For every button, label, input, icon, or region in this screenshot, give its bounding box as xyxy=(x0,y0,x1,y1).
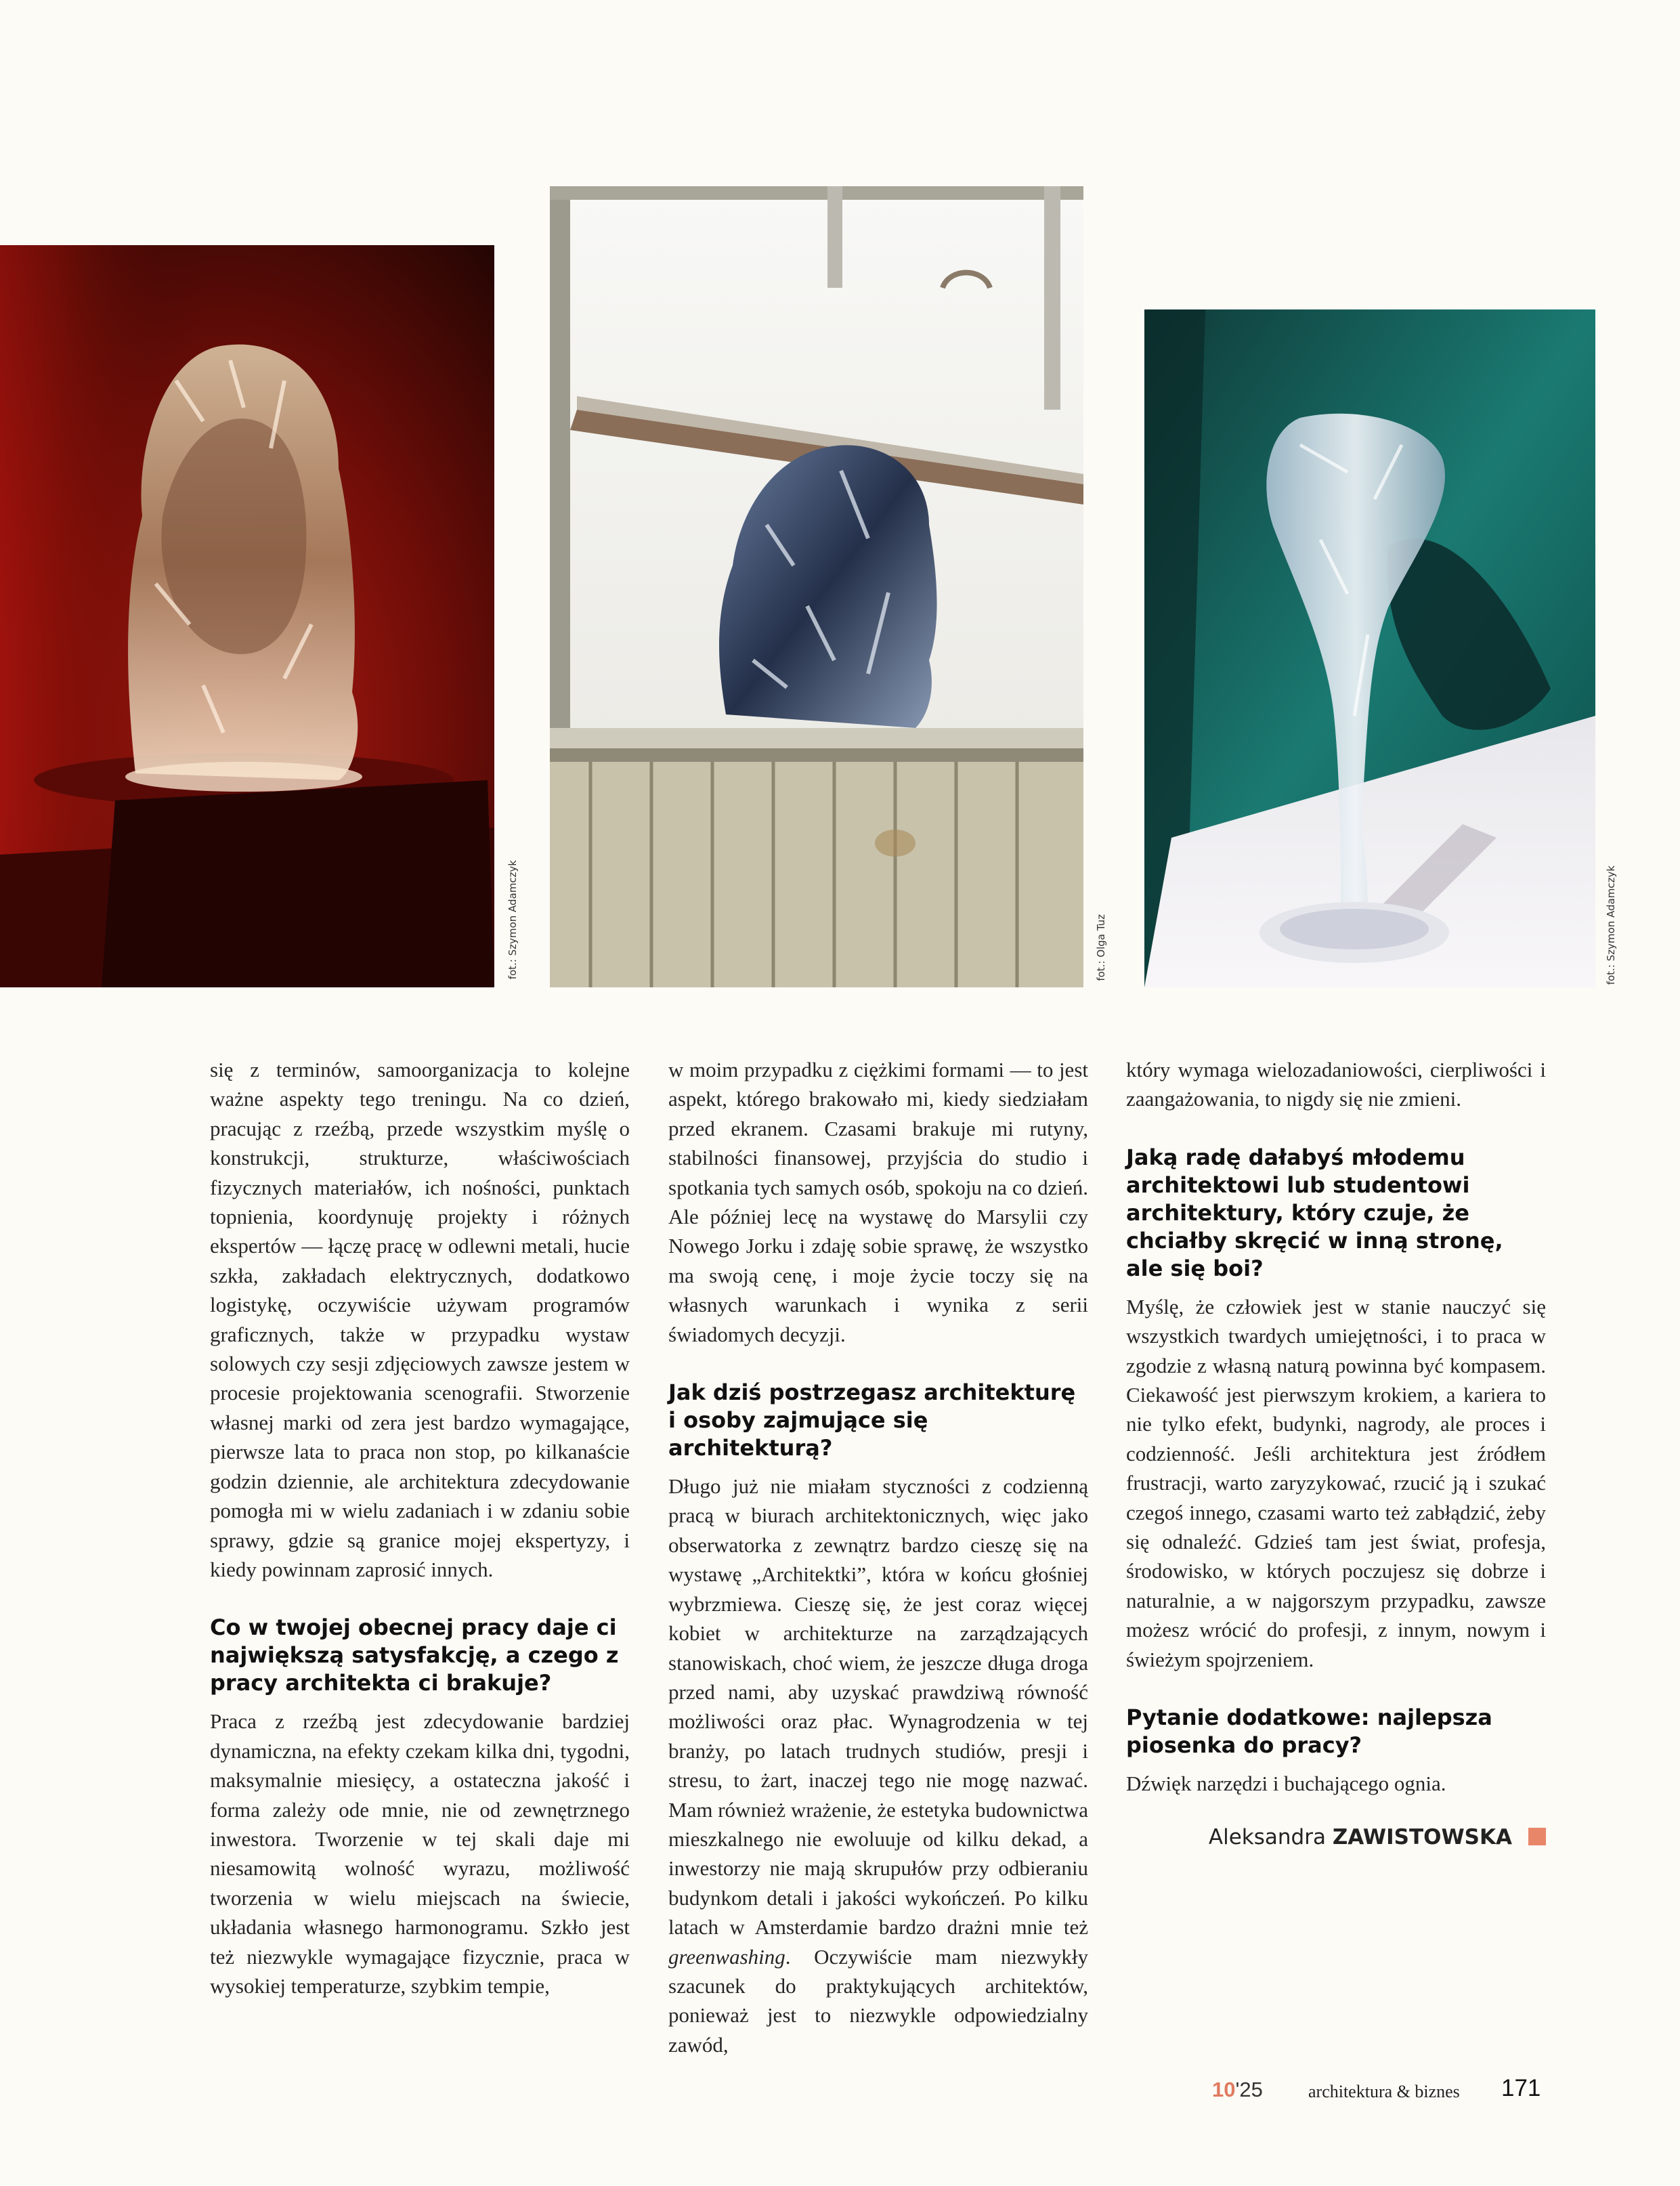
body-paragraph: Myślę, że człowiek jest w stanie nauczyć się wszystkich twardych umiejętności, i to praca w zgodzie z własną naturą powinna być kompasem. Ciekawość jest pierwszym krokiem, a kariera to nie tylko efekt, budynki, nagrody, ale proces i codzienność. Jeśli architektura jest źródłem frustracji, warto zaryzykować, rzucić ją i szukać czegoś innego, czasami warto też zabłądzić, żeby się odnaleźć. Gdzieś tam jest świat, profesja, środowisko, w których poczujesz się dobrze i naturalnie, a w najgorszym przypadku, zawsze możesz wrócić do profesji, z innym, nowym i świeżym spojrzeniem. xyxy=(1126,1294,1546,1671)
issue-number xyxy=(1212,2078,1263,2102)
author-first-name: Aleksandra xyxy=(1208,1824,1333,1849)
body-paragraph: który wymaga wielozadaniowości, cierpliwości i zaangażowania, to nigdy się nie zmieni. xyxy=(1126,1058,1546,1111)
interview-question: Jak dziś postrzegasz architekturę i osoby zajmujące się architekturą? xyxy=(668,1379,1076,1461)
photo-glass-vase-teal xyxy=(1144,309,1595,987)
body-text: . Oczywiście mam niezwykły szacunek do praktykujących architektów, ponieważ jest to niezwykle odpowiedzialny zawód, xyxy=(668,1944,1088,2057)
article-column-2 xyxy=(668,1055,1088,2059)
magazine-name: architektura & biznes xyxy=(1308,2082,1460,2101)
body-paragraph: się z terminów, samoorganizacja to kolejne ważne aspekty tego treningu. Na co dzień, pracując z rzeźbą, przede wszystkim myślę o konstrukcji, strukturze, właściwościach fizycznych materiałów, ich nośności, punktach topnienia, koordynuję projekty i różnych ekspertów — łączę pracę w odlewni metali, hucie szkła, zakładach elektrycznych, dodatkowo logistykę, oczywiście używam programów graficznych, także w przypadku wystaw solowych czy sesji zdjęciowych zawsze jestem w procesie projektowania scenografii. Stworzenie własnej marki od zera jest bardzo wymagające, pierwsze lata to praca non stop, po kilkanaście godzin dziennie, ale architektura zdecydowanie pomogła mi w wielu zadaniach i w zdaniu sobie sprawy, gdzie są granice mojej ekspertyzy, i kiedy powinnam zaprosić innych. xyxy=(210,1058,630,1581)
issue-month: 10 xyxy=(1212,2078,1236,2101)
article-column-1 xyxy=(210,1055,630,2000)
photo-glass-head-window xyxy=(550,186,1083,987)
article-column-3 xyxy=(1126,1055,1546,1852)
interview-question: Jaką radę dałabyś młodemu architektowi lub studentowi architektury, który czuje, że chciałby skręcić w inną stronę, ale się boi? xyxy=(1126,1144,1503,1281)
italic-term: greenwashing xyxy=(668,1944,785,1969)
photo-credit: fot.: Szymon Adamczyk xyxy=(507,860,519,980)
body-paragraph: w moim przypadku z ciężkimi formami — to jest aspekt, którego brakowało mi, kiedy siedziałam przed ekranem. Czasami brakuje mi rutyny, stabilności finansowej, przyjścia do studio i spotkania tych samych osób, spokoju na co dzień. Ale później lecę na wystawę do Marsylii czy Nowego Jorku i zdaję sobie sprawę, że wszystko ma swoją cenę, i moje życie toczy się na własnych warunkach i wynika z serii świadomych decyzji. xyxy=(668,1058,1088,1346)
body-paragraph: Dźwięk narzędzi i buchającego ognia. xyxy=(1126,1772,1446,1796)
author-last-name: ZAWISTOWSKA xyxy=(1332,1824,1512,1849)
interview-question: Pytanie dodatkowe: najlepsza piosenka do pracy? xyxy=(1126,1705,1492,1759)
photo-credit: fot.: Olga Tuz xyxy=(1095,914,1107,981)
interview-question: Co w twojej obecnej pracy daje ci największą satysfakcję, a czego z pracy architekta ci brakuje? xyxy=(210,1614,619,1696)
issue-year: '25 xyxy=(1235,2078,1263,2101)
author-signature xyxy=(1126,1823,1546,1852)
body-paragraph xyxy=(668,1472,1088,2059)
photo-glass-sculpture-red xyxy=(0,245,494,987)
page-number: 171 xyxy=(1501,2075,1541,2101)
photo-credit: fot.: Szymon Adamczyk xyxy=(1605,865,1617,985)
body-paragraph: Praca z rzeźbą jest zdecydowanie bardziej dynamiczna, na efekty czekam kilka dni, tygodni, maksymalnie miesięcy, a ostateczna jakość i forma zależy ode mnie, nie od zewnętrznego inwestora. Tworzenie w tej skali daje mi niesamowitą wolność wyrazu, możliwość tworzenia w wielu miejscach na świecie, układania własnego harmonogramu. Szkło jest też niezwykle wymagające fizycznie, praca w wysokiej temperaturze, szybkim tempie, xyxy=(210,1709,630,1998)
body-text: Długo już nie miałam styczności z codzienną pracą w biurach architektonicznych, więc jako obserwatorka z zewnątrz bardzo cieszę się na wystawę „Architektki”, która w końcu głośniej wybrzmiewa. Cieszę się, że jest coraz więcej kobiet w architekturze na zarządzających stanowiskach, choć wiem, że jeszcze długa droga przed nami, aby uzyskać prawdziwą równość możliwości oraz płac. Wynagrodzenia w tej branży, po latach trudnych studiów, presji i stresu, to żart, inaczej tego nie mogę nazwać. Mam również wrażenie, że estetyka budownictwa mieszkalnego nie ewoluuje od kilku dekad, a inwestorzy nie mają skrupułów przy odbieraniu budynkom detali i jakości wykończeń. Po kilku latach w Amsterdamie bardzo drażni mnie też xyxy=(668,1474,1088,1939)
end-mark-square-icon xyxy=(1528,1828,1546,1845)
